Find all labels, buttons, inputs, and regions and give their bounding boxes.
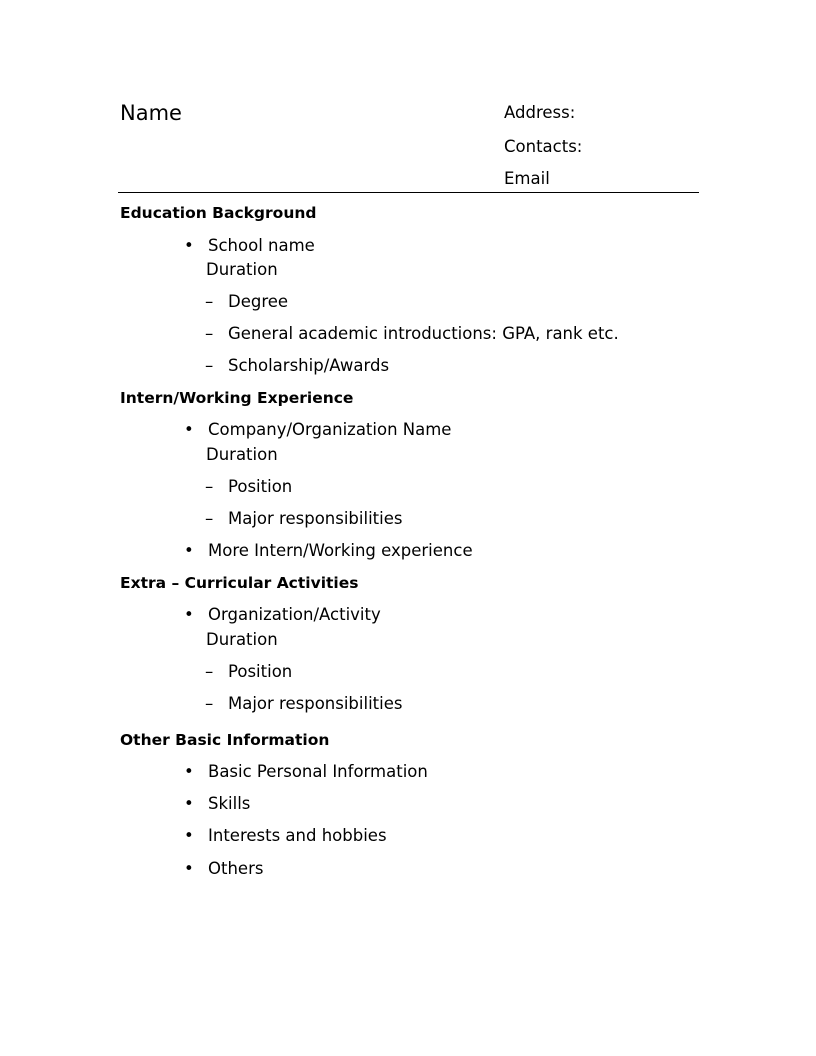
bullet-icon: • [184, 762, 194, 781]
dash-icon: – [205, 662, 214, 681]
bullet-icon: • [184, 605, 194, 624]
work-duration: Duration [206, 445, 278, 464]
other-section-title: Other Basic Information [120, 731, 330, 749]
work-section-title: Intern/Working Experience [120, 389, 354, 407]
company-name: Company/Organization Name [208, 420, 452, 439]
dash-icon: – [205, 477, 214, 496]
education-scholarship: Scholarship/Awards [228, 356, 390, 375]
contacts-label: Contacts: [504, 137, 583, 156]
extra-section-title: Extra – Curricular Activities [120, 574, 359, 592]
email-label: Email [504, 169, 550, 188]
others: Others [208, 859, 264, 878]
resume-name: Name [120, 101, 182, 125]
bullet-icon: • [184, 859, 194, 878]
dash-icon: – [205, 324, 214, 343]
dash-icon: – [205, 509, 214, 528]
address-label: Address: [504, 103, 576, 122]
interests-hobbies: Interests and hobbies [208, 826, 387, 845]
work-responsibilities: Major responsibilities [228, 509, 403, 528]
bullet-icon: • [184, 541, 194, 560]
more-experience: More Intern/Working experience [208, 541, 473, 560]
education-section-title: Education Background [120, 204, 317, 222]
dash-icon: – [205, 356, 214, 375]
organization-activity: Organization/Activity [208, 605, 381, 624]
extra-responsibilities: Major responsibilities [228, 694, 403, 713]
education-academic-intro: General academic introductions: GPA, rank etc. [228, 324, 619, 343]
skills: Skills [208, 794, 251, 813]
dash-icon: – [205, 292, 214, 311]
school-name: School name [208, 236, 315, 255]
extra-duration: Duration [206, 630, 278, 649]
bullet-icon: • [184, 826, 194, 845]
header-divider [118, 192, 699, 193]
education-duration: Duration [206, 260, 278, 279]
dash-icon: – [205, 694, 214, 713]
bullet-icon: • [184, 794, 194, 813]
bullet-icon: • [184, 236, 194, 255]
education-degree: Degree [228, 292, 289, 311]
extra-position: Position [228, 662, 293, 681]
work-position: Position [228, 477, 293, 496]
bullet-icon: • [184, 420, 194, 439]
basic-personal-info: Basic Personal Information [208, 762, 428, 781]
